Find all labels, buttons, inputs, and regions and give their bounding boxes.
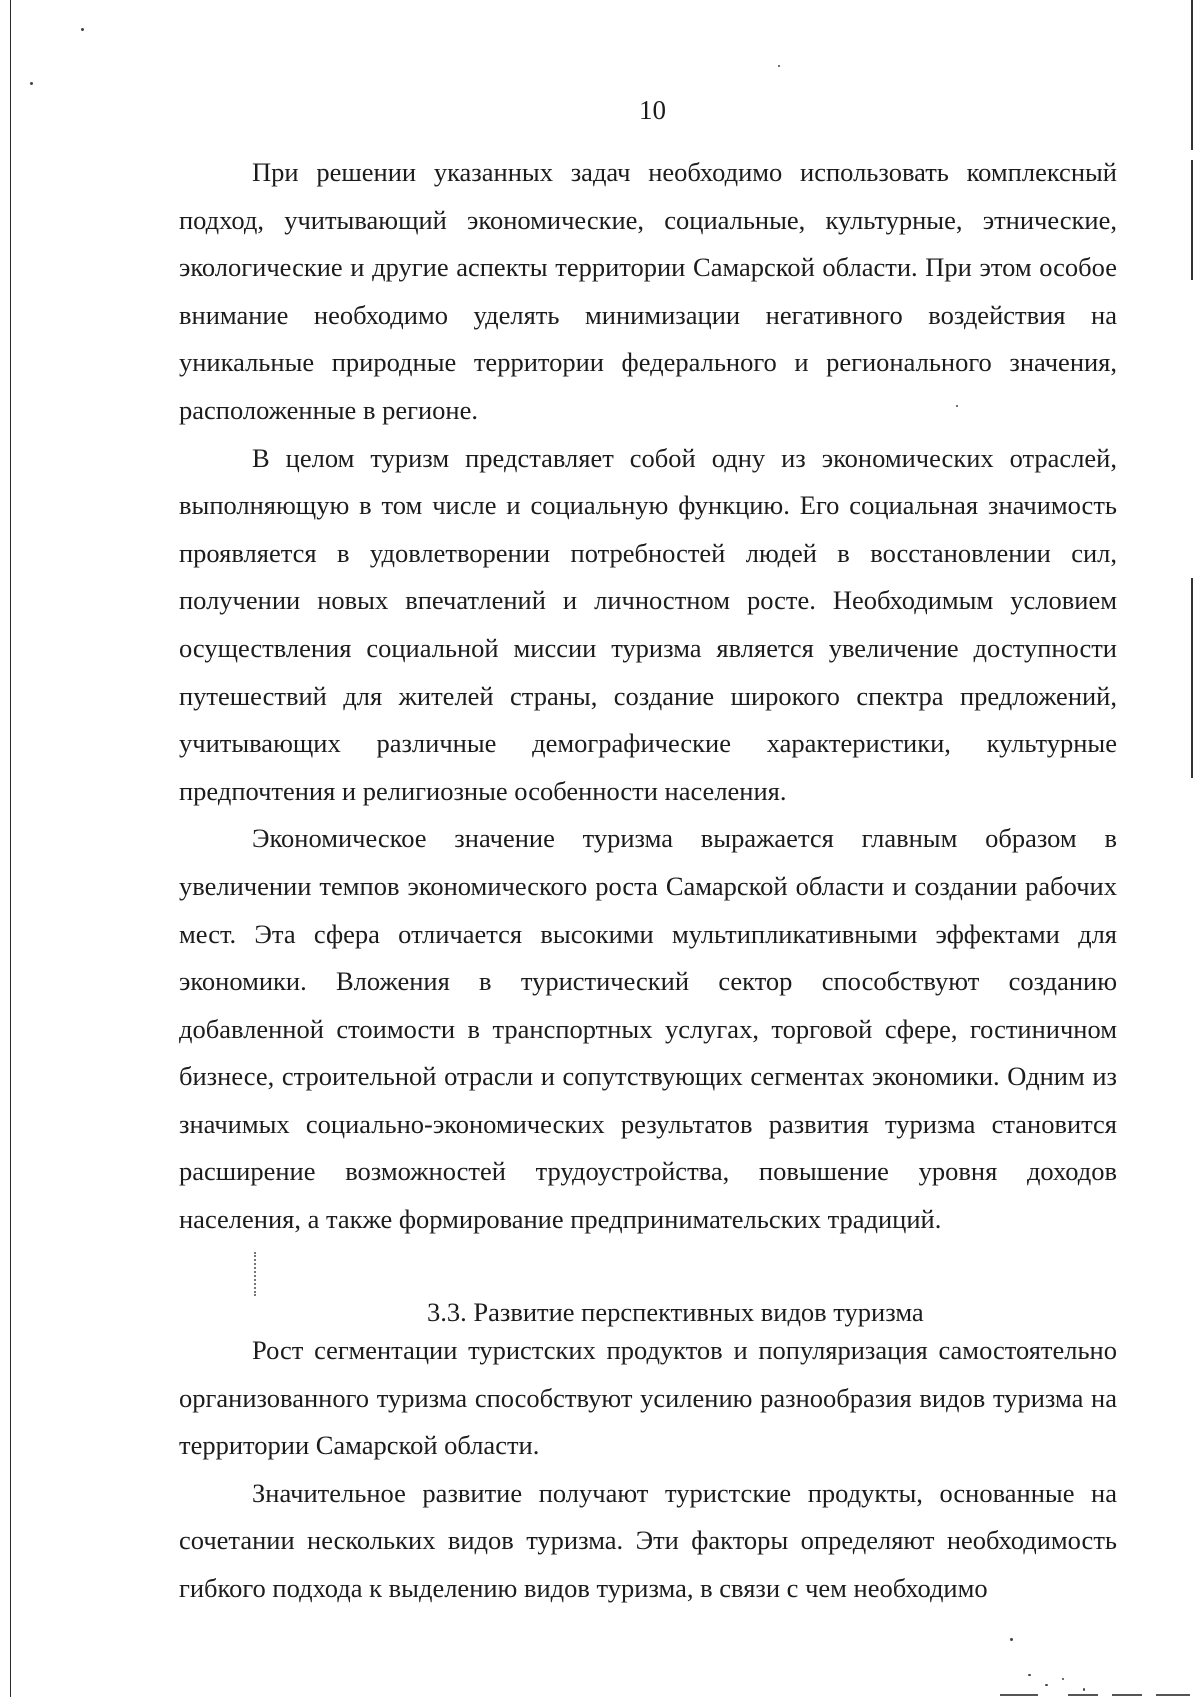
paragraph: Значительное развитие получают туристские продукты, основанные на сочетании нескольких видов туризма. Эти факторы определяют необходимость гибкого подхода к выделению видов туризма, в связи с чем необходимо	[179, 1477, 1117, 1603]
page-number: 10	[639, 95, 666, 125]
scan-speck	[1010, 1638, 1013, 1641]
scan-speck	[30, 82, 33, 85]
scan-edge-bottom	[1068, 1694, 1098, 1696]
scan-edge-bottom	[1000, 1694, 1038, 1696]
scan-speck	[1083, 1688, 1085, 1691]
section-body-text	[179, 1327, 1117, 1613]
scan-speck	[1062, 1678, 1064, 1680]
scan-speck	[1045, 1684, 1048, 1686]
scan-edge-bottom	[1156, 1694, 1190, 1696]
scan-speck	[778, 65, 780, 67]
scan-edge-left	[10, 0, 11, 1697]
scan-edge-right	[1191, 578, 1193, 778]
scan-edge-right	[1191, 160, 1193, 280]
scan-speck	[81, 28, 84, 31]
scan-speck	[1028, 1674, 1031, 1676]
paragraph: При решении указанных задач необходимо использовать комплексный подход, учитывающий экономические, социальные, культурные, этнические, экологические и другие аспекты территории Самарской области. При этом особое внимание необходимо уделять минимизации негативного воздействия на уникальные природные территории федерального и регионального значения, расположенные в регионе.	[179, 157, 1117, 425]
scan-edge-bottom	[1112, 1694, 1142, 1696]
body-text	[179, 149, 1117, 1244]
paragraph: В целом туризм представляет собой одну из экономических отраслей, выполняющую в том числе и социальную функцию. Его социальная значимость проявляется в удовлетворении потребностей людей в восстановлении сил, получении новых впечатлений и личностном росте. Необходимым условием осуществления социальной миссии туризма является увеличение доступности путешествий для жителей страны, создание широкого спектра предложений, учитывающих различные демографические характеристики, культурные предпочтения и религиозные особенности населения.	[179, 442, 1117, 806]
paragraph: Рост сегментации туристских продуктов и популяризация самостоятельно организованного туризма способствуют усилению разнообразия видов туризма на территории Самарской области.	[179, 1335, 1117, 1461]
paragraph: Экономическое значение туризма выражается главным образом в увеличении темпов экономического роста Самарской области и создании рабочих мест. Эта сфера отличается высокими мультипликативными эффектами для экономики. Вложения в туристический сектор способствуют созданию добавленной стоимости в транспортных услугах, торговой сфере, гостиничном бизнесе, строительной отрасли и сопутствующих сегментах экономики. Одним из значимых социально-экономических результатов развития туризма становится расширение возможностей трудоустройства, повышение уровня доходов населения, а также формирование предпринимательских традиций.	[179, 823, 1117, 1235]
scan-dots	[254, 1252, 262, 1296]
section-heading: 3.3. Развитие перспективных видов туризма	[427, 1297, 924, 1327]
